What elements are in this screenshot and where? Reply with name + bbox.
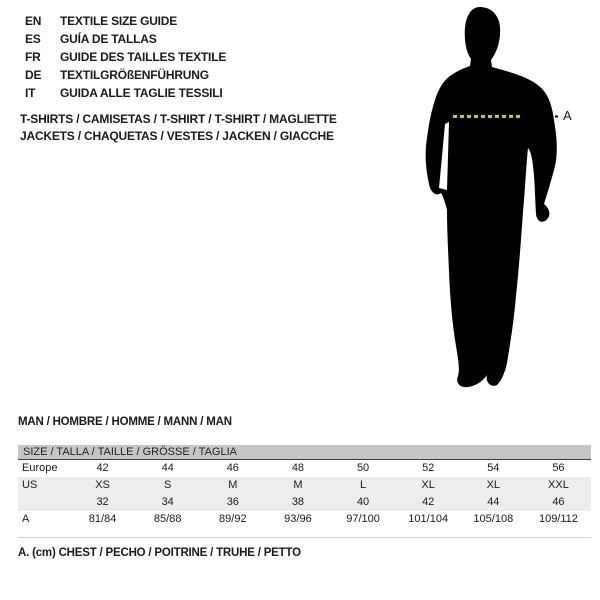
table-row-us-numeric bbox=[18, 494, 591, 511]
row-label: US bbox=[22, 479, 38, 491]
row-label: A bbox=[22, 513, 30, 525]
language-row-fr bbox=[25, 48, 226, 66]
language-row-it bbox=[25, 84, 226, 102]
cell: 50 bbox=[356, 462, 370, 474]
cell: 34 bbox=[161, 496, 174, 508]
language-code: DE bbox=[25, 68, 42, 82]
man-silhouette-path bbox=[426, 7, 557, 387]
language-title: GUÍA DE TALLAS bbox=[60, 32, 157, 46]
row-label bbox=[18, 494, 70, 511]
cell: 48 bbox=[291, 462, 305, 474]
section-title-man: MAN / HOMBRE / HOMME / MANN / MAN bbox=[18, 416, 232, 428]
language-code: FR bbox=[25, 50, 41, 64]
cell: XL bbox=[486, 479, 501, 491]
cell: 44 bbox=[487, 496, 500, 508]
cell: 40 bbox=[356, 496, 370, 508]
cell: 32 bbox=[96, 496, 109, 508]
man-silhouette-figure bbox=[408, 0, 600, 400]
language-row-es bbox=[25, 30, 226, 48]
language-title: TEXTILE SIZE GUIDE bbox=[60, 14, 178, 28]
cell: 54 bbox=[487, 462, 500, 474]
measure-footnote: A. (cm) CHEST / PECHO / POITRINE / TRUHE / PETTO bbox=[18, 547, 301, 559]
table-row-europe bbox=[18, 460, 591, 477]
cell: M bbox=[228, 479, 238, 491]
cell: 42 bbox=[422, 496, 435, 508]
cell: 46 bbox=[552, 496, 565, 508]
cell: XXL bbox=[548, 479, 569, 491]
language-list bbox=[25, 12, 226, 102]
cell: 93/96 bbox=[284, 513, 312, 525]
category-tshirts: T-SHIRTS / CAMISETAS / T-SHIRT / T-SHIRT / MAGLIETTE bbox=[20, 112, 337, 126]
man-silhouette-svg bbox=[408, 0, 600, 400]
cell: 89/92 bbox=[219, 513, 247, 525]
language-row-de bbox=[25, 66, 226, 84]
garment-categories bbox=[20, 111, 337, 145]
cell: 42 bbox=[96, 462, 109, 474]
cell: 109/112 bbox=[538, 513, 578, 525]
cell: L bbox=[360, 479, 367, 491]
cell: 105/108 bbox=[473, 513, 514, 525]
cell: M bbox=[293, 479, 303, 491]
cell: 81/84 bbox=[88, 513, 117, 525]
language-title: TEXTILGRÖßENFÜHRUNG bbox=[60, 68, 209, 82]
cell: 85/88 bbox=[153, 513, 182, 525]
measure-label-a: A bbox=[563, 108, 572, 123]
cell: 46 bbox=[226, 462, 239, 474]
language-title: GUIDE DES TAILLES TEXTILE bbox=[60, 50, 227, 64]
row-label: Europe bbox=[22, 462, 58, 474]
cell: 44 bbox=[161, 462, 174, 474]
cell: 97/100 bbox=[346, 513, 380, 525]
language-title: GUIDA ALLE TAGLIE TESSILI bbox=[60, 86, 223, 100]
language-code: EN bbox=[25, 14, 42, 28]
size-table-header: SIZE / TALLA / TAILLE / GRÖSSE / TAGLIA bbox=[18, 445, 591, 460]
language-row-en bbox=[25, 12, 226, 30]
language-code: ES bbox=[25, 32, 41, 46]
cell: 38 bbox=[291, 496, 305, 508]
cell: XS bbox=[95, 479, 110, 491]
category-jackets: JACKETS / CHAQUETAS / VESTES / JACKEN / GIACCHE bbox=[20, 129, 334, 143]
cell: 52 bbox=[422, 462, 435, 474]
table-bottom-rule bbox=[18, 537, 591, 538]
cell: 101/104 bbox=[408, 513, 449, 525]
table-row-us-letters bbox=[18, 477, 591, 494]
cell: 56 bbox=[552, 462, 565, 474]
cell: S bbox=[164, 479, 172, 491]
language-code: IT bbox=[25, 86, 36, 100]
cell: 36 bbox=[226, 496, 239, 508]
cell: XL bbox=[421, 479, 435, 491]
table-row-chest-a bbox=[18, 511, 591, 528]
size-table bbox=[18, 445, 591, 528]
